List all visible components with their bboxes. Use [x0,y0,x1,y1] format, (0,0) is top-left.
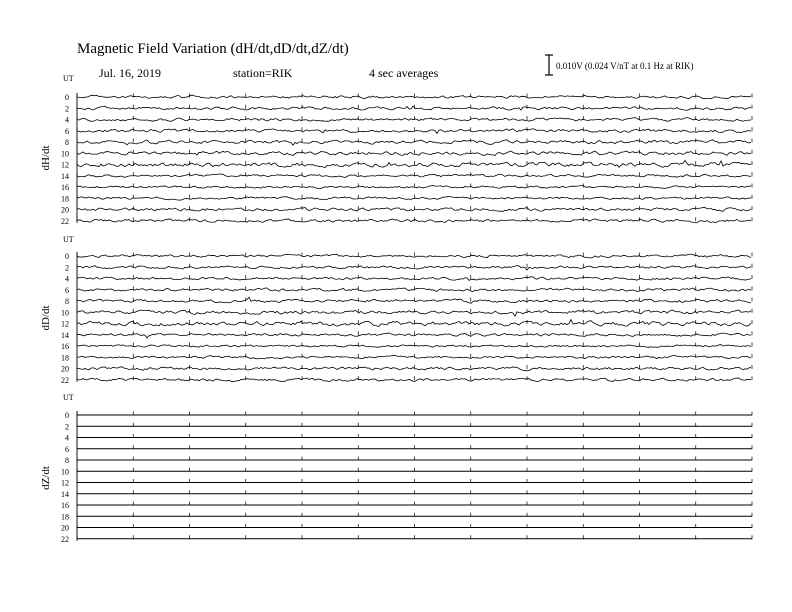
scale-bar-label: 0.010V (0.024 V/nT at 0.1 Hz at RIK) [556,61,694,71]
hour-label: 22 [61,534,69,544]
hour-label: 6 [65,126,69,136]
hour-label: 14 [61,330,69,340]
trace-line [77,160,751,167]
trace-line [77,185,751,188]
ut-label: UT [63,74,74,83]
trace-line [77,378,751,382]
panel-ylabel: dZ/dt [40,466,52,490]
hour-label: 18 [61,194,69,204]
hour-label: 10 [61,149,69,159]
hour-label: 16 [61,342,69,351]
trace-line [77,320,751,327]
trace-line [77,367,751,371]
hour-label: 0 [65,93,69,102]
trace-line [77,288,751,292]
hour-label: 16 [61,501,69,510]
hour-label: 12 [61,160,69,170]
scale-bar [545,55,694,75]
hour-label: 8 [65,297,69,306]
trace-line [77,174,751,177]
trace-line [77,207,751,211]
hour-label: 2 [65,263,69,273]
panel-ylabel: dH/dt [40,145,52,171]
hour-label: 20 [61,364,69,374]
hour-label: 12 [61,319,69,329]
trace-line [77,254,751,258]
trace-line [77,118,751,122]
hour-label: 4 [65,433,69,443]
station-label: station=RIK [233,66,293,80]
panel-2 [40,393,752,544]
trace-line [77,95,751,99]
hour-label: 10 [61,308,69,318]
hour-label: 6 [65,285,69,295]
trace-line [77,140,751,145]
hour-label: 6 [65,444,69,454]
trace-line [77,333,751,338]
panels [40,74,752,544]
ut-label: UT [63,393,74,402]
trace-line [77,129,751,134]
trace-line [77,310,751,316]
trace-line [77,266,751,270]
trace-line [77,106,751,110]
hour-label: 8 [65,456,69,465]
trace-line [77,297,751,303]
hour-label: 2 [65,422,69,432]
hour-label: 14 [61,489,69,499]
hour-label: 20 [61,205,69,215]
hour-label: 20 [61,523,69,533]
trace-line [77,151,751,155]
trace-line [77,197,751,201]
hour-label: 14 [61,171,69,181]
trace-line [77,355,751,358]
hour-label: 12 [61,478,69,488]
ut-label: UT [63,235,74,244]
hour-label: 0 [65,411,69,420]
trace-line [77,345,751,348]
trace-line [77,219,751,223]
hour-label: 8 [65,138,69,147]
hour-label: 16 [61,183,69,192]
chart-title: Magnetic Field Variation (dH/dt,dD/dt,dZ/dt) [77,41,349,57]
hour-label: 4 [65,115,69,125]
hour-label: 4 [65,274,69,284]
hour-label: 22 [61,375,69,385]
hour-label: 0 [65,252,69,261]
hour-label: 18 [61,353,69,363]
hour-label: 10 [61,467,69,477]
trace-line [77,277,751,281]
panel-1 [40,235,752,385]
hour-label: 2 [65,104,69,114]
panel-0 [40,74,752,226]
panel-ylabel: dD/dt [40,305,52,331]
averaging-label: 4 sec averages [369,66,439,80]
hour-label: 22 [61,216,69,226]
date-label: Jul. 16, 2019 [99,66,162,80]
hour-label: 18 [61,512,69,522]
